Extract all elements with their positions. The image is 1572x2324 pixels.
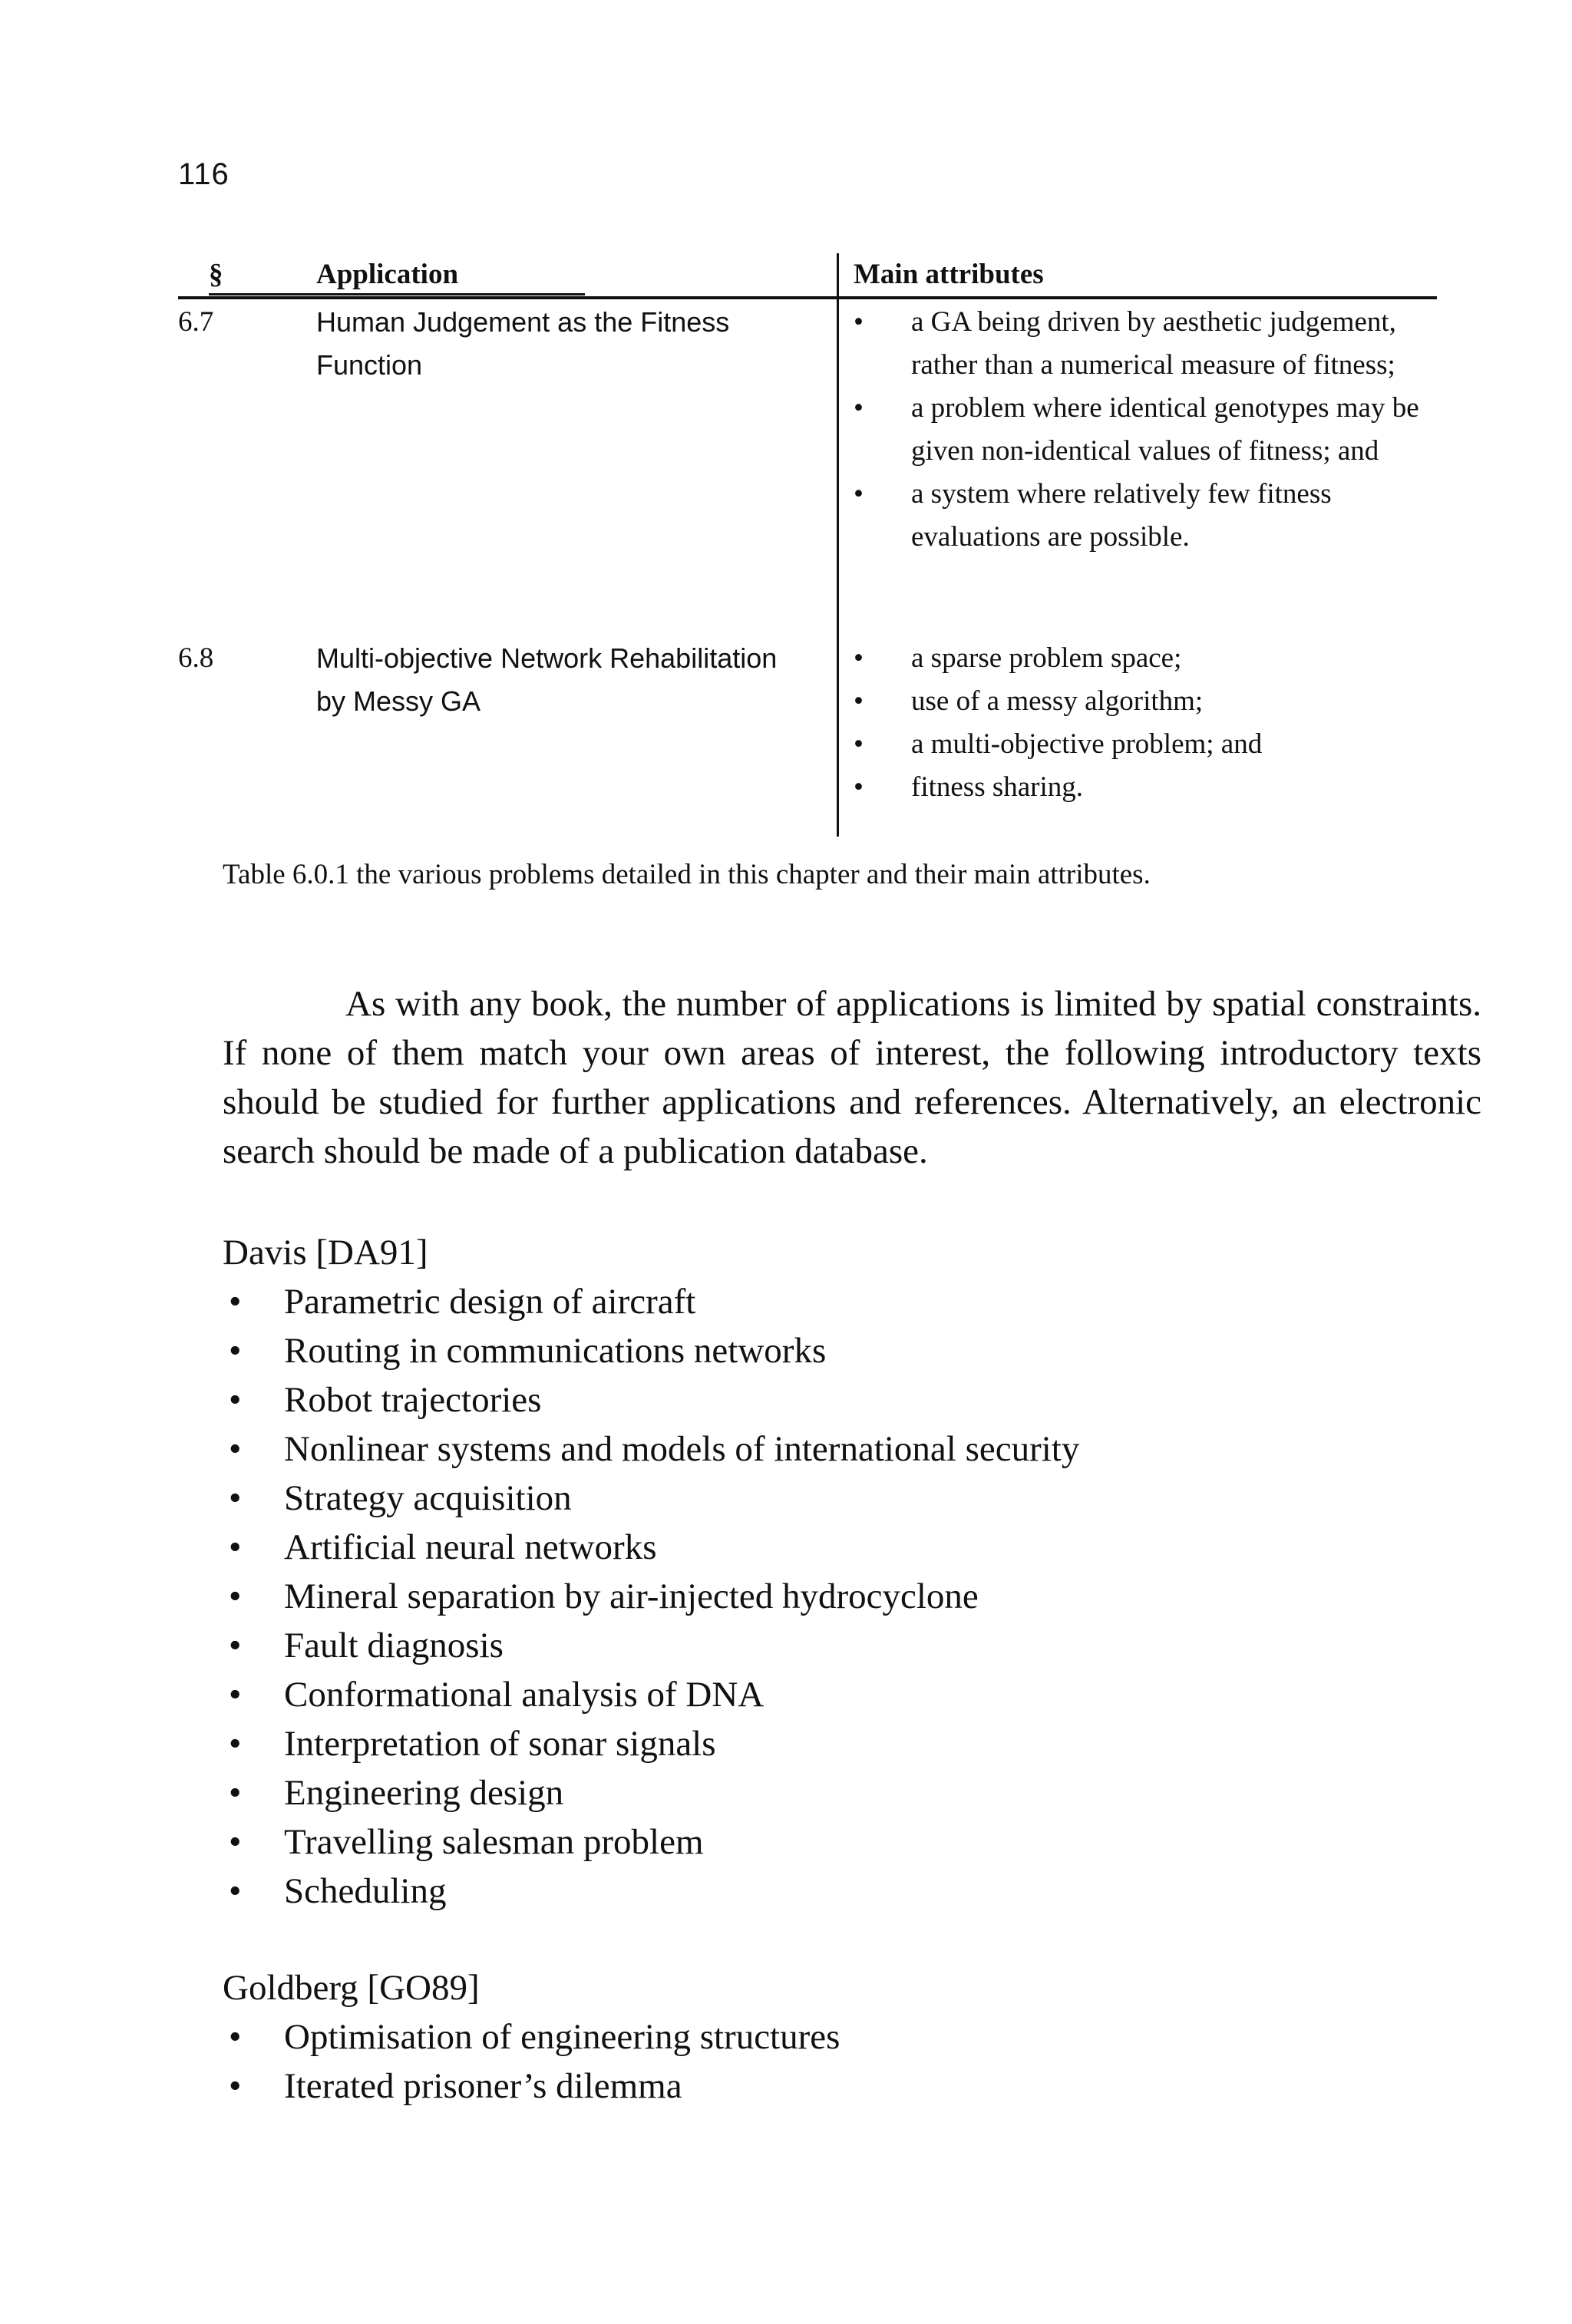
page-number: 116 [178,157,230,191]
bullet-icon: • [854,392,864,424]
bullet-icon: • [229,1576,242,1616]
attribute-item: • a sparse problem space; [854,637,1437,680]
bullet-icon: • [229,1822,242,1862]
bullet-icon: • [229,1429,242,1469]
bullet-icon: • [854,685,864,717]
table-header [178,253,1437,295]
row-section-number: 6.7 [178,306,214,338]
bullet-icon: • [229,1282,242,1322]
header-section: § [209,259,223,290]
reference-goldberg [223,1963,1451,2111]
list-item: • Scheduling [223,1867,1451,1916]
list-item: • Interpretation of sonar signals [223,1719,1451,1768]
list-item: • Routing in communications networks [223,1326,1451,1375]
bullet-icon: • [229,2066,242,2106]
bullet-icon: • [229,1527,242,1567]
row-attributes [854,637,1437,809]
bullet-icon: • [229,1773,242,1813]
bullet-icon: • [854,728,864,760]
reference-title: Davis [DA91] [223,1233,428,1273]
attribute-item: • use of a messy algorithm; [854,680,1437,723]
bullet-icon: • [229,1626,242,1665]
list-item: • Travelling salesman problem [223,1817,1451,1867]
list-item: • Robot trajectories [223,1375,1451,1424]
attribute-item: • fitness sharing. [854,766,1437,809]
list-item: • Iterated prisoner’s dilemma [223,2062,1451,2111]
row-application: Multi-objective Network Rehabilitation by Messy GA [316,642,778,717]
list-item: • Mineral separation by air-injected hydrocyclone [223,1572,1451,1621]
bullet-icon: • [229,1675,242,1715]
column-divider [837,253,839,837]
bullet-icon: • [854,478,864,510]
table-caption: Table 6.0.1 the various problems detailed in this chapter and their main attributes. [223,859,1151,890]
reference-list [223,2012,1451,2111]
list-item: • Nonlinear systems and models of international security [223,1424,1451,1474]
header-main-attributes: Main attributes [854,259,1044,290]
row-application: Human Judgement as the Fitness Function [316,306,730,381]
list-item: • Conformational analysis of DNA [223,1670,1451,1719]
row-section-number: 6.8 [178,642,214,674]
bullet-icon: • [229,1478,242,1518]
reference-davis [223,1228,1451,1916]
table-rule [178,296,1437,299]
list-item: • Engineering design [223,1768,1451,1817]
attribute-item: • a problem where identical genotypes may be given non-identical values of fitness; and [854,387,1437,473]
reference-title: Goldberg [GO89] [223,1968,480,2008]
bullet-icon: • [229,2017,242,2057]
applications-table [178,253,1437,803]
attribute-item: • a GA being driven by aesthetic judgement, rather than a numerical measure of fitness; [854,301,1437,387]
attribute-item: • a system where relatively few fitness evaluations are possible. [854,473,1437,559]
bullet-icon: • [229,1380,242,1420]
header-application: Application [316,259,459,290]
row-attributes [854,301,1437,559]
list-item: • Parametric design of aircraft [223,1277,1451,1326]
list-item: • Artificial neural networks [223,1523,1451,1572]
bullet-icon: • [229,1871,242,1911]
reference-list [223,1277,1451,1916]
list-item: • Fault diagnosis [223,1621,1451,1670]
bullet-icon: • [854,771,864,803]
bullet-icon: • [229,1724,242,1764]
list-item: • Strategy acquisition [223,1474,1451,1523]
bullet-icon: • [229,1331,242,1371]
attribute-item: • a multi-objective problem; and [854,723,1437,766]
header-underline [209,293,585,295]
list-item: • Optimisation of engineering structures [223,2012,1451,2062]
bullet-icon: • [854,642,864,674]
body-paragraph: As with any book, the number of applications is limited by spatial constraints. If none of them match your own areas of interest, the following introductory texts should be studied for further applications and references. Alternatively, an electronic search should be made of a publication database. [223,984,1481,1171]
bullet-icon: • [854,306,864,338]
